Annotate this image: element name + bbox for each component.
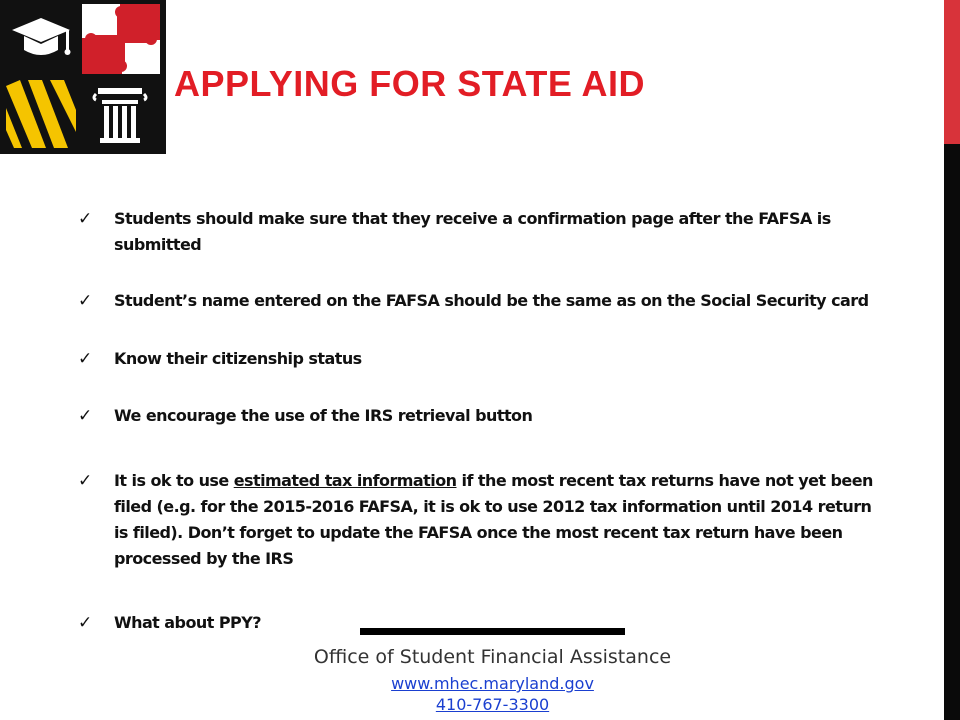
website-link-row bbox=[240, 674, 745, 693]
bullet-text: Know their citizenship status bbox=[114, 349, 362, 368]
checkmark-icon: ✓ bbox=[78, 349, 93, 369]
bullet-text-suffix: if the most recent tax returns have not yet been filed (e.g. for the 2015-2016 FAFSA, it is ok to use 2012 tax information until 2014 return is filed). Don’t forget to update the FAFSA once the most recent tax return have been processed by the IRS bbox=[114, 471, 873, 568]
estimated-tax-info-emphasis: estimated tax information bbox=[233, 471, 457, 490]
checkmark-icon: ✓ bbox=[78, 471, 93, 491]
maryland-logo bbox=[0, 0, 166, 154]
column-icon bbox=[82, 80, 160, 148]
phone-link[interactable]: 410-767-3300 bbox=[435, 695, 550, 714]
slide-title: APPLYING FOR STATE AID bbox=[174, 63, 646, 104]
phone-link-row bbox=[240, 695, 745, 714]
checkmark-icon: ✓ bbox=[78, 406, 93, 426]
bullet-text bbox=[114, 468, 888, 572]
bullet-text-prefix: It is ok to use bbox=[114, 471, 234, 490]
bullet-text: Students should make sure that they receive a confirmation page after the FAFSA is submitted bbox=[114, 209, 831, 254]
bullet-item bbox=[78, 288, 888, 314]
footer-divider bbox=[360, 628, 625, 635]
bullet-item bbox=[78, 206, 888, 258]
accent-bar-red bbox=[944, 0, 960, 144]
accent-bar-black bbox=[944, 144, 960, 720]
bullet-text: Student’s name entered on the FAFSA should be the same as on the Social Security card bbox=[114, 291, 869, 310]
graduation-cap-icon bbox=[6, 4, 76, 74]
checkmark-icon: ✓ bbox=[78, 209, 93, 229]
checkmark-icon: ✓ bbox=[78, 613, 93, 633]
bullet-text: We encourage the use of the IRS retrieval button bbox=[114, 406, 533, 425]
checkmark-icon: ✓ bbox=[78, 291, 93, 311]
cross-bottony-icon bbox=[82, 4, 160, 74]
bullet-item bbox=[78, 346, 888, 372]
bullet-text: What about PPY? bbox=[114, 613, 261, 632]
bullet-item bbox=[78, 468, 888, 572]
checkered-pattern-icon bbox=[6, 80, 76, 148]
bullet-item bbox=[78, 403, 888, 429]
website-link[interactable]: www.mhec.maryland.gov bbox=[391, 674, 594, 693]
office-name: Office of Student Financial Assistance bbox=[313, 646, 672, 668]
